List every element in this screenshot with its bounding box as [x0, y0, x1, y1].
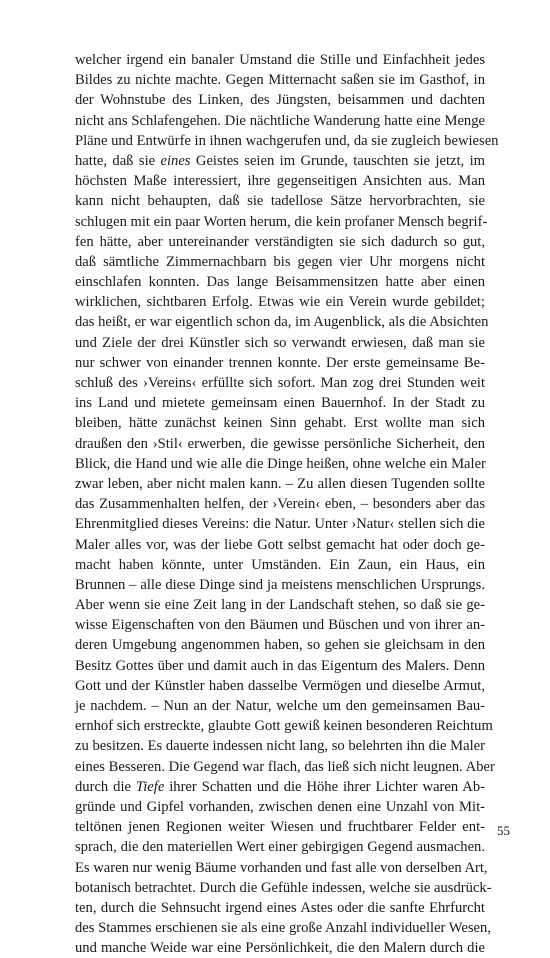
text-line: das heißt, er war eigentlich schon da, im Augenblick, als die Absichten	[75, 314, 489, 331]
text-line: bleiben, hätte zunächst keinen Sinn gehabt. Erst wollte man sich	[75, 415, 485, 432]
text-line: Maler alles vor, was der liebe Gott selbst gemacht hat oder doch ge-	[75, 536, 485, 553]
text-line: draußen den ›Stil‹ erwerben, die gewisse persönliche Sicherheit, den	[75, 435, 485, 452]
text-line: ernhof sich erstreckte, glaubte Gott gewiß keinen besonderen Reichtum	[75, 718, 493, 735]
text-line: Ehrenmitglied dieses Vereins: die Natur. Unter ›Natur‹ stellen sich die	[75, 516, 485, 533]
text-line: nur schwer von einander trennen konnte. Der erste gemeinsame Be-	[75, 354, 485, 371]
text-line: schlugen mit ein paar Worten herum, die kein profaner Mensch begrif-	[75, 213, 488, 230]
page-number: 55	[497, 823, 510, 838]
text-line: eines Besseren. Die Gegend war flach, das ließ sich nicht leugnen. Aber	[75, 758, 495, 775]
text-line: zwar leben, aber nicht malen kann. – Zu allen diesen Tugenden sollte	[75, 475, 485, 492]
text-line: durch die Tiefe ihrer Schatten und die Höhe ihrer Lichter waren Ab-	[75, 778, 485, 795]
text-line: fen hätte, aber untereinander verständigten sie sich dadurch so gut,	[75, 233, 485, 250]
text-line: Brunnen – alle diese Dinge sind ja meistens menschlichen Ursprungs.	[75, 576, 485, 593]
text-line: macht haben könnte, unter Umständen. Ein Zaun, ein Haus, ein	[75, 556, 485, 573]
text-line: das Zusammenhalten helfen, der ›Verein‹ eben, – besonders aber das	[75, 496, 485, 513]
text-line: daß sämtliche Zimmernachbarn bis gegen vier Uhr morgens nicht	[75, 253, 485, 270]
text-line: wisse Eigenschaften von den Bäumen und Büschen und von ihrer an-	[75, 617, 485, 634]
text-line: kann nicht behaupten, daß sie tadellose Sätze hervorbrachten, sie	[75, 193, 485, 210]
text-line: Pläne und Entwürfe in ihnen wachgerufen und, da sie zugleich bewiesen	[75, 132, 499, 149]
text-line: Es waren nur wenig Bäume vorhanden und fast alle von derselben Art,	[75, 859, 488, 876]
text-line: ten, durch die Sehnsucht irgend eines Astes oder die sanfte Ehrfurcht	[75, 899, 485, 916]
text-line: welcher irgend ein banaler Umstand die Stille und Einfachheit jedes	[75, 52, 485, 68]
text-line: teltönen jenen Regionen weiter Wiesen und fruchtbarer Felder ent-	[75, 819, 485, 836]
text-line: gründe und Gipfel vorhanden, zwischen denen eine Unzahl von Mit-	[75, 798, 485, 815]
text-line: Aber wenn sie eine Zeit lang in der Landschaft stehen, so daß sie ge-	[75, 597, 485, 614]
text-line: je nachdem. – Nun an der Natur, welche um den gemeinsamen Bau-	[75, 698, 485, 714]
text-line: Besitz Gottes über und damit auch in das Eigentum des Malers. Denn	[75, 657, 485, 674]
text-line: einschlafen konnten. Das lange Beisammensitzen hatte aber einen	[75, 274, 485, 291]
text-line: Bildes zu nichte machte. Gegen Mitternacht saßen sie im Gasthof, in	[75, 72, 485, 89]
text-line: botanisch betrachtet. Durch die Gefühle indessen, welche sie ausdrück-	[75, 879, 492, 896]
text-line: und manche Weide war eine Persönlichkeit, die den Malern durch die	[75, 940, 485, 957]
text-line: Blick, die Hand und wie alle die Dinge heißen, ohne welche ein Maler	[75, 455, 486, 472]
text-line: hatte, daß sie eines Geistes seien im Grunde, tauschten sie jetzt, im	[75, 152, 485, 169]
body-text	[75, 50, 499, 958]
text-line: sprach, die den materiellen Wert einer gebirgigen Gegend ausmachen.	[75, 839, 485, 856]
text-line: höchsten Maße interessiert, ihre gegenseitigen Ansichten aus. Man	[75, 173, 485, 190]
text-line: der Wohnstube des Linken, des Jüngsten, beisammen und dachten	[75, 92, 485, 109]
text-line: und Ziele der drei Künstler sich so verwandt erwiesen, daß man sie	[75, 334, 485, 351]
text-line: Gott und der Künstler haben dasselbe Vermögen und dieselbe Armut,	[75, 677, 485, 694]
text-line: schluß des ›Vereins‹ erfüllte sich sofort. Man zog drei Stunden weit	[75, 375, 485, 391]
text-line: des Stammes erschienen sie als eine große Anzahl individueller Wesen,	[75, 920, 491, 937]
text-line: zu besitzen. Es dauerte indessen nicht lang, so belehrten ihn die Maler	[75, 738, 485, 755]
text-line: deren Umgebung angenommen haben, so gehen sie gleichsam in den	[75, 637, 485, 654]
text-line: nicht ans Schlafengehen. Die nächtliche Wanderung hatte eine Menge	[75, 112, 485, 129]
text-line: wirklichen, sichtbaren Erfolg. Etwas wie ein Verein wurde gebildet;	[75, 294, 485, 311]
text-line: ins Land und mietete gemeinsam einen Bauernhof. In der Stadt zu	[75, 395, 485, 412]
